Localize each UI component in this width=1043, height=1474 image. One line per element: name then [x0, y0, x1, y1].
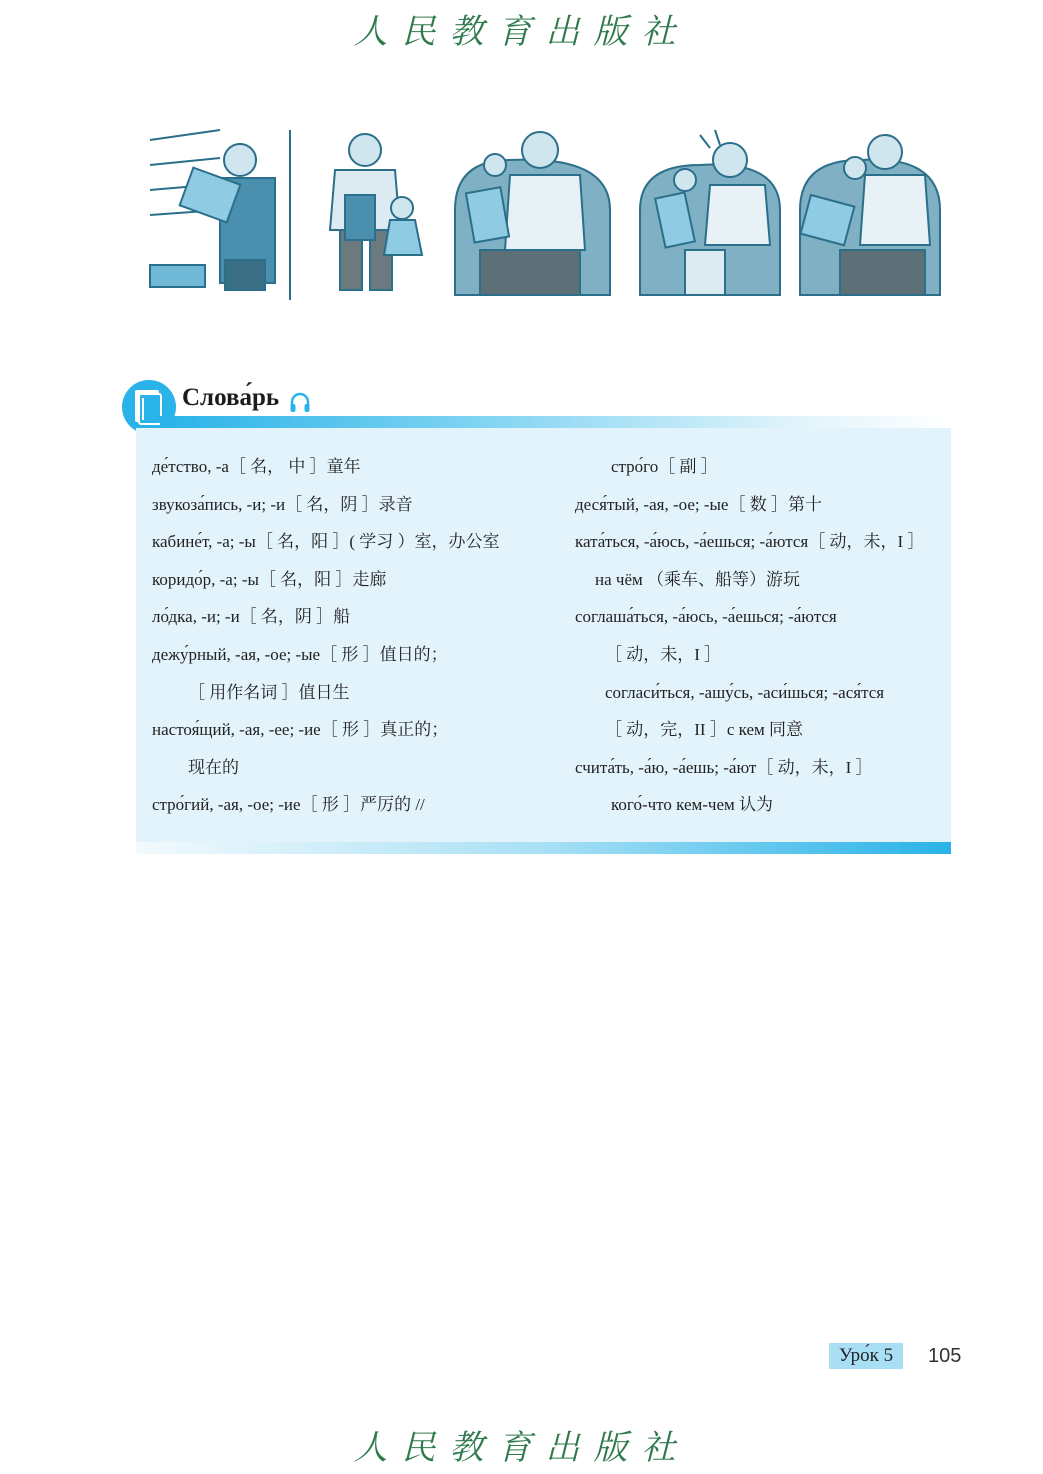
- publisher-logo-top: 人民教育出版社: [353, 12, 690, 52]
- vocabulary-column-right: [575, 452, 924, 828]
- vocab-entry: звукоза́пись, -и; -и［ 名，阴 ］录音: [152, 494, 413, 514]
- vocab-entry-continuation: ［ 动，完，II ］с кем 同意: [605, 720, 804, 740]
- vocab-entry-continuation: 现在的: [188, 757, 239, 777]
- page-number: 105: [928, 1345, 962, 1367]
- vocab-entry: согласи́ться, -ашу́сь, -аси́шься; -ася́тся: [605, 682, 885, 702]
- section-title: Слова́рь: [182, 384, 280, 411]
- vocab-entry: де́тство, -а［ 名， 中 ］童年: [152, 457, 361, 476]
- vocab-entry-continuation: ［ 用作名词 ］值日生: [188, 682, 350, 702]
- vocab-entry-continuation: стро́го［ 副 ］: [611, 457, 718, 476]
- vocab-entry: ло́дка, -и; -и［ 名，阴 ］船: [152, 607, 351, 627]
- header-underline-bar: [160, 416, 950, 428]
- vocab-entry: соглаша́ться, -а́юсь, -а́ешься; -а́ются: [575, 607, 837, 627]
- illustration-man-reading-at-shelf: [150, 130, 290, 300]
- illustration-armchair-reading-1: [455, 132, 610, 295]
- headphone-icon[interactable]: [288, 390, 312, 414]
- publisher-logo-bottom: 人民教育出版社: [353, 1428, 690, 1468]
- vocab-entry-continuation: на чём （乘车、船等）游玩: [595, 569, 800, 589]
- story-illustrations: [140, 120, 950, 305]
- vocab-entry: стро́гий, -ая, -ое; -ие［ 形 ］严厉的 //: [152, 795, 425, 815]
- vocab-entry-continuation: ［ 动，未，I ］: [605, 644, 722, 664]
- illustration-armchair-reading-2: [640, 130, 780, 295]
- vocab-entry: счита́ть, -а́ю, -а́ешь; -а́ют［ 动，未，I ］: [575, 757, 873, 777]
- vocabulary-column-left: [152, 452, 500, 828]
- vocab-entry: настоя́щий, -ая, -ее; -ие［ 形 ］真正的；: [152, 720, 449, 740]
- vocab-entry: деся́тый, -ая, -ое; -ые［ 数 ］第十: [575, 494, 822, 514]
- panel-bottom-bar: [136, 842, 951, 854]
- illustration-armchair-reading-3: [800, 135, 940, 295]
- vocab-entry-continuation: кого́-что кем-чем 认为: [611, 795, 774, 815]
- illustration-man-and-girl: [330, 134, 422, 290]
- vocab-entry: кабине́т, -а; -ы［ 名，阳 ］( 学习 ）室，办公室: [152, 532, 500, 552]
- vocab-entry: коридо́р, -а; -ы［ 名，阳 ］走廊: [152, 569, 387, 589]
- vocab-entry: дежу́рный, -ая, -ое; -ые［ 形 ］值日的；: [152, 644, 448, 664]
- lesson-label: Уро́к 5: [829, 1343, 903, 1369]
- vocab-entry: ката́ться, -а́юсь, -а́ешься; -а́ются［ 动，未，I ］: [575, 532, 925, 552]
